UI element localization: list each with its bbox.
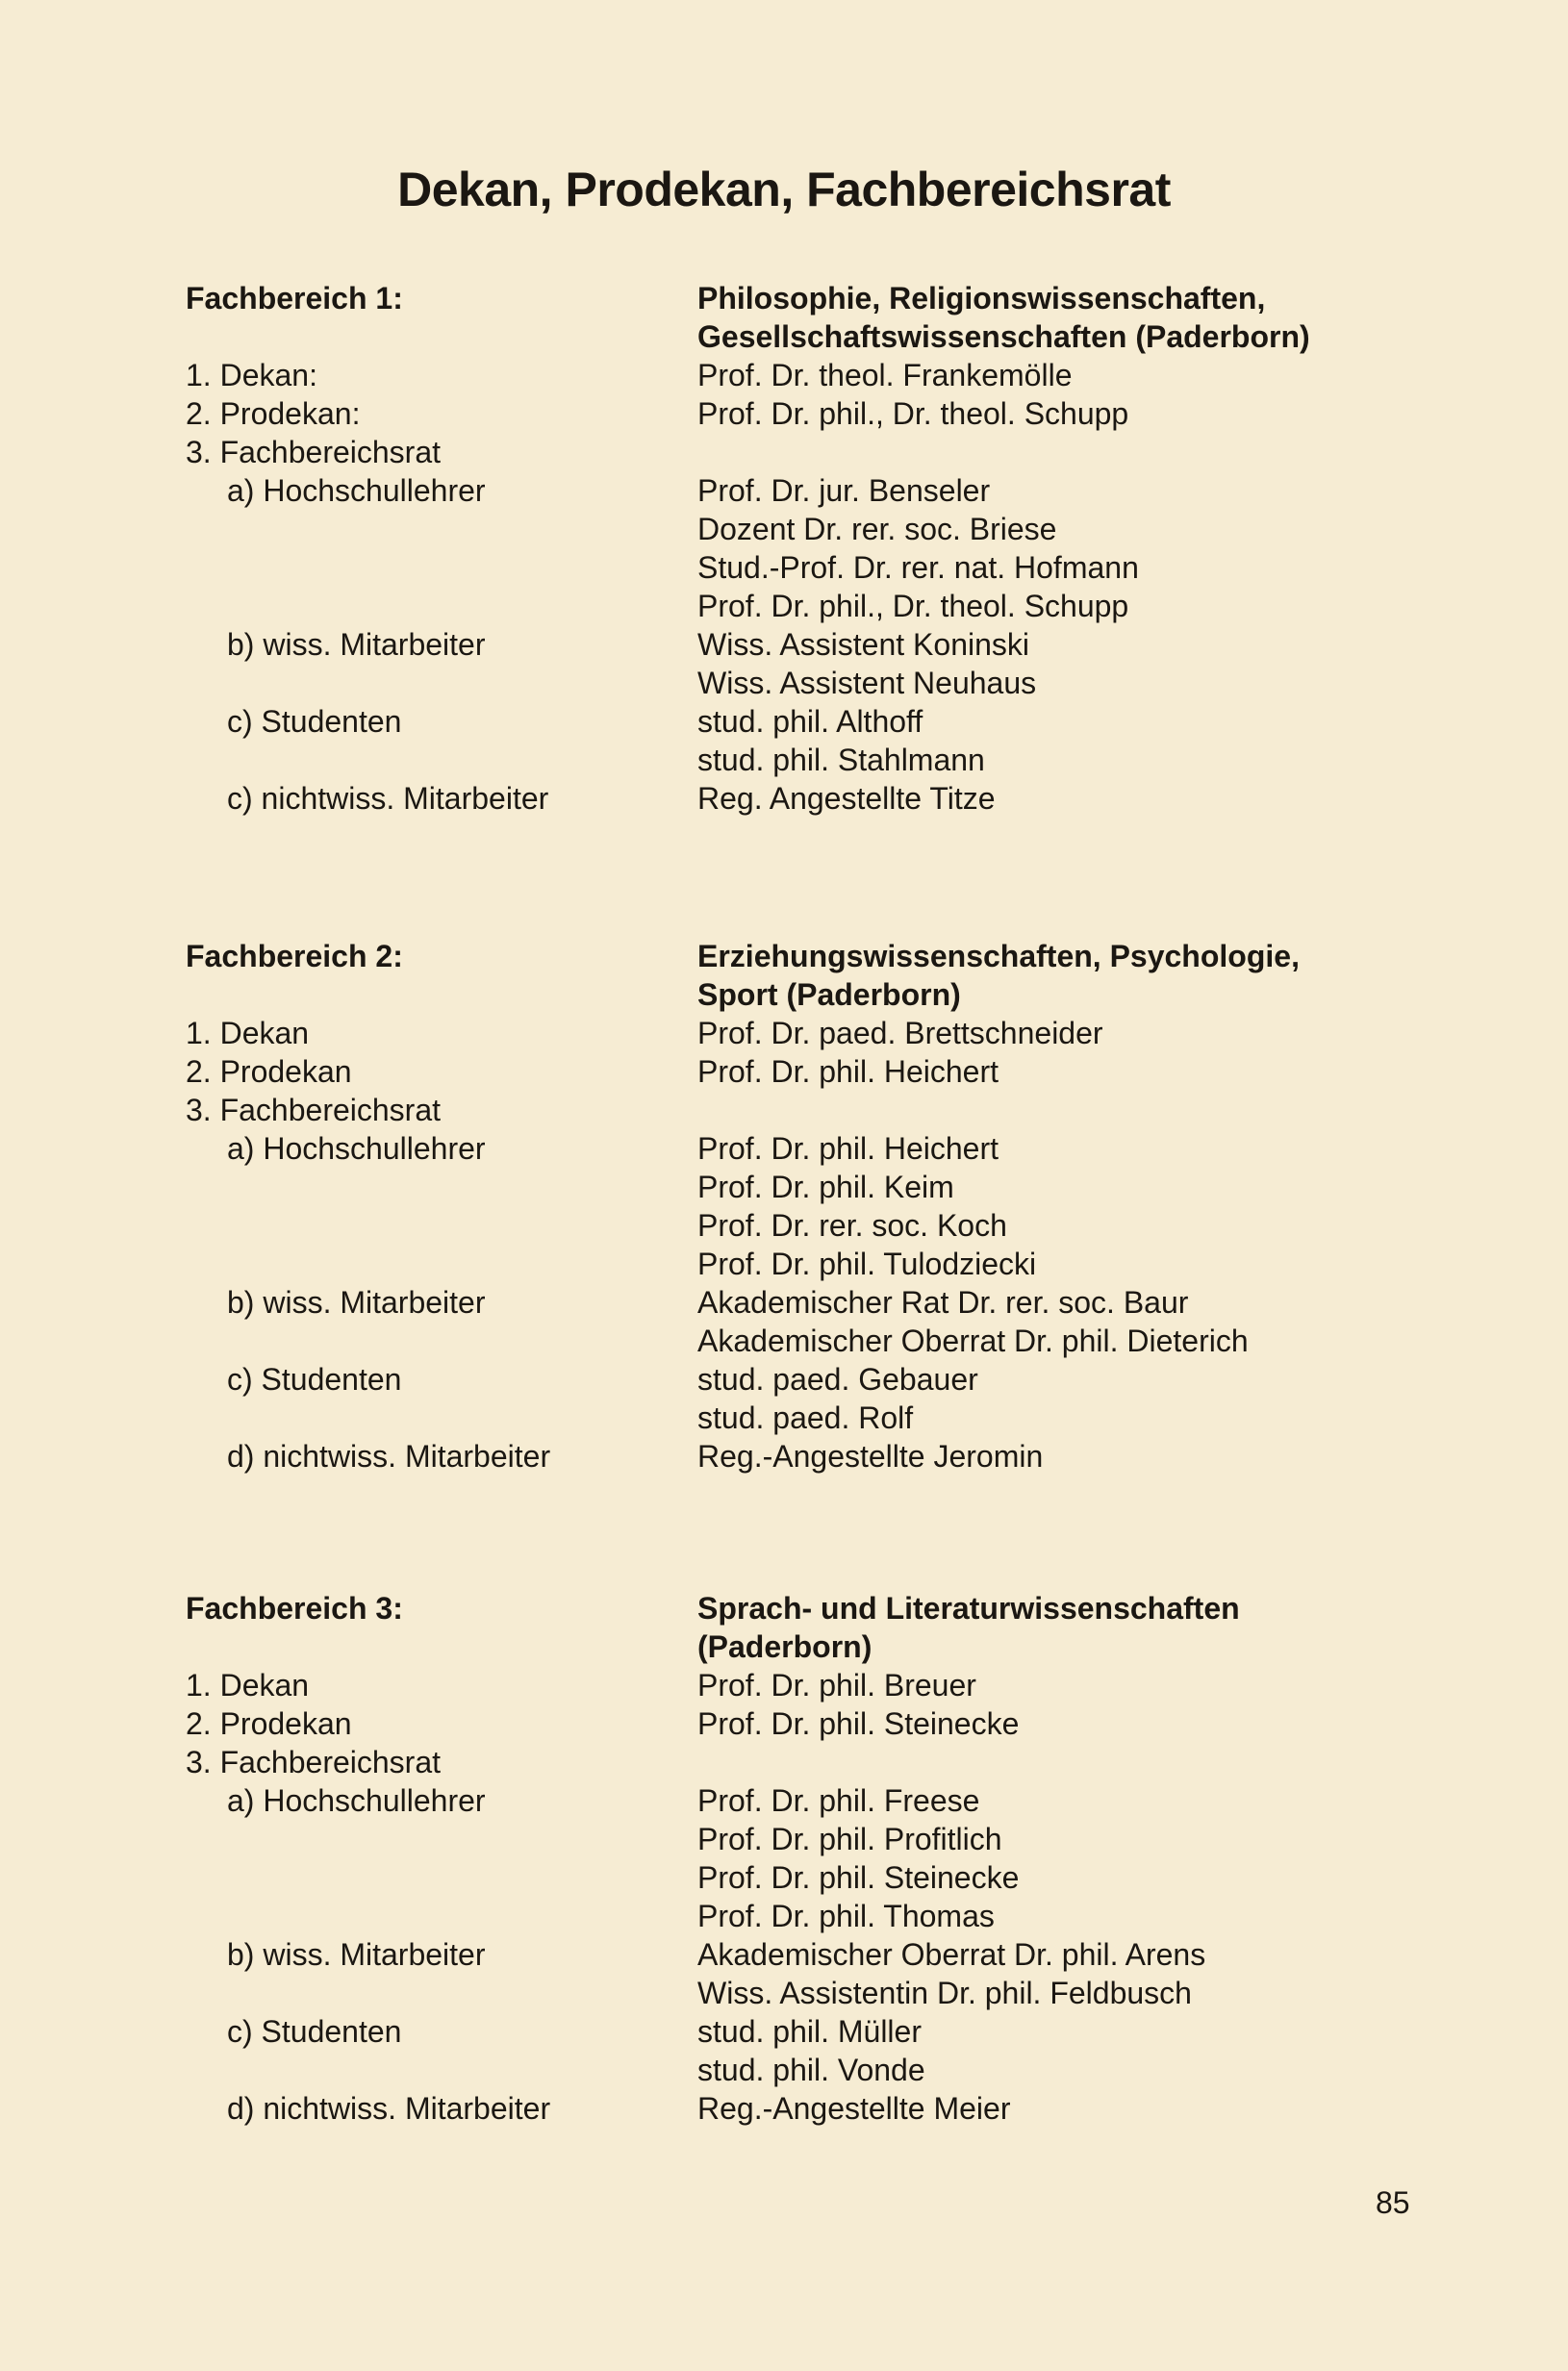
list-item — [0, 1858, 1568, 1897]
row-label: Fachbereich 1: — [186, 281, 403, 315]
section-heading: (Paderborn) — [697, 1629, 873, 1664]
list-item — [0, 625, 1568, 664]
list-item — [0, 1245, 1568, 1283]
section-fachbereich-3 — [0, 1589, 1568, 2128]
row-label: a) Hochschullehrer — [227, 473, 486, 508]
row-value: Dozent Dr. rer. soc. Briese — [697, 512, 1057, 546]
row-value: Prof. Dr. phil. Heichert — [697, 1131, 999, 1166]
row-label: 2. Prodekan: — [186, 396, 361, 431]
list-item — [0, 433, 1568, 471]
list-item — [0, 937, 1568, 975]
row-value: Prof. Dr. phil. Tulodziecki — [697, 1247, 1037, 1281]
row-value: Prof. Dr. phil. Thomas — [697, 1899, 995, 1933]
row-value: Prof. Dr. rer. soc. Koch — [697, 1208, 1007, 1243]
list-item — [0, 741, 1568, 779]
row-label: c) Studenten — [227, 1362, 402, 1397]
row-value: Wiss. Assistent Neuhaus — [697, 666, 1037, 700]
row-value: stud. phil. Müller — [697, 2014, 922, 2049]
row-value: Akademischer Rat Dr. rer. soc. Baur — [697, 1285, 1189, 1320]
row-value: stud. phil. Althoff — [697, 704, 923, 739]
list-item — [0, 1052, 1568, 1091]
row-label: b) wiss. Mitarbeiter — [227, 1937, 486, 1972]
section-heading: Erziehungswissenschaften, Psychologie, — [697, 939, 1300, 973]
row-value: Prof. Dr. jur. Benseler — [697, 473, 991, 508]
row-value: stud. phil. Stahlmann — [697, 743, 985, 777]
section-heading: Sprach- und Literaturwissenschaften — [697, 1591, 1240, 1626]
row-value: Akademischer Oberrat Dr. phil. Arens — [697, 1937, 1206, 1972]
list-item — [0, 1589, 1568, 1627]
list-item — [0, 317, 1568, 356]
list-item — [0, 2012, 1568, 2051]
row-label: Fachbereich 3: — [186, 1591, 403, 1626]
row-label: Fachbereich 2: — [186, 939, 403, 973]
list-item — [0, 2051, 1568, 2089]
list-item — [0, 2089, 1568, 2128]
row-value: Prof. Dr. phil., Dr. theol. Schupp — [697, 589, 1129, 623]
row-value: Akademischer Oberrat Dr. phil. Dieterich — [697, 1324, 1249, 1358]
list-item — [0, 1168, 1568, 1206]
list-item — [0, 1666, 1568, 1704]
row-value: Reg.-Angestellte Jeromin — [697, 1439, 1044, 1474]
list-item — [0, 1283, 1568, 1322]
row-value: Prof. Dr. phil. Steinecke — [697, 1860, 1020, 1895]
list-item — [0, 548, 1568, 587]
list-item — [0, 1399, 1568, 1437]
list-item — [0, 702, 1568, 741]
page-title: Dekan, Prodekan, Fachbereichsrat — [397, 163, 1171, 216]
row-value: Reg.-Angestellte Meier — [697, 2091, 1011, 2126]
row-value: Prof. Dr. paed. Brettschneider — [697, 1016, 1103, 1050]
list-item — [0, 356, 1568, 394]
list-item — [0, 975, 1568, 1014]
page-number: 85 — [1376, 2185, 1410, 2220]
list-item — [0, 1206, 1568, 1245]
list-item — [0, 510, 1568, 548]
row-label: d) nichtwiss. Mitarbeiter — [227, 2091, 551, 2126]
list-item — [0, 1091, 1568, 1129]
row-label: c) Studenten — [227, 704, 402, 739]
list-item — [0, 279, 1568, 317]
row-label: 2. Prodekan — [186, 1054, 352, 1089]
row-value: Wiss. Assistent Koninski — [697, 627, 1029, 662]
row-label: a) Hochschullehrer — [227, 1131, 486, 1166]
list-item — [0, 1820, 1568, 1858]
row-value: Prof. Dr. phil. Steinecke — [697, 1706, 1020, 1741]
list-item — [0, 1935, 1568, 1974]
row-label: 1. Dekan: — [186, 358, 317, 392]
section-fachbereich-1 — [0, 279, 1568, 818]
row-label: 1. Dekan — [186, 1016, 310, 1050]
row-label: 3. Fachbereichsrat — [186, 1745, 442, 1779]
section-heading: Sport (Paderborn) — [697, 977, 961, 1012]
row-value: Prof. Dr. phil. Heichert — [697, 1054, 999, 1089]
row-label: b) wiss. Mitarbeiter — [227, 627, 486, 662]
list-item — [0, 1360, 1568, 1399]
row-label: c) Studenten — [227, 2014, 402, 2049]
row-label: d) nichtwiss. Mitarbeiter — [227, 1439, 551, 1474]
row-label: 3. Fachbereichsrat — [186, 435, 442, 469]
list-item — [0, 1322, 1568, 1360]
list-item — [0, 1437, 1568, 1476]
row-value: Prof. Dr. phil. Breuer — [697, 1668, 976, 1703]
list-item — [0, 587, 1568, 625]
row-value: Stud.-Prof. Dr. rer. nat. Hofmann — [697, 550, 1139, 585]
row-value: Prof. Dr. phil. Profitlich — [697, 1822, 1002, 1856]
row-value: Prof. Dr. phil. Keim — [697, 1170, 954, 1204]
row-label: c) nichtwiss. Mitarbeiter — [227, 781, 549, 816]
list-item — [0, 1627, 1568, 1666]
section-heading: Gesellschaftswissenschaften (Paderborn) — [697, 319, 1310, 354]
row-value: Prof. Dr. theol. Frankemölle — [697, 358, 1073, 392]
row-value: stud. paed. Gebauer — [697, 1362, 978, 1397]
list-item — [0, 1704, 1568, 1743]
row-label: 1. Dekan — [186, 1668, 310, 1703]
list-item — [0, 1129, 1568, 1168]
list-item — [0, 471, 1568, 510]
row-label: 2. Prodekan — [186, 1706, 352, 1741]
list-item — [0, 664, 1568, 702]
row-label: a) Hochschullehrer — [227, 1783, 486, 1818]
section-fachbereich-2 — [0, 937, 1568, 1476]
list-item — [0, 1781, 1568, 1820]
row-value: Prof. Dr. phil. Freese — [697, 1783, 980, 1818]
row-label: 3. Fachbereichsrat — [186, 1093, 442, 1127]
list-item — [0, 394, 1568, 433]
list-item — [0, 1897, 1568, 1935]
list-item — [0, 1974, 1568, 2012]
list-item — [0, 1014, 1568, 1052]
row-value: Prof. Dr. phil., Dr. theol. Schupp — [697, 396, 1129, 431]
row-label: b) wiss. Mitarbeiter — [227, 1285, 486, 1320]
row-value: stud. paed. Rolf — [697, 1400, 914, 1435]
list-item — [0, 1743, 1568, 1781]
section-heading: Philosophie, Religionswissenschaften, — [697, 281, 1266, 315]
list-item — [0, 779, 1568, 818]
row-value: stud. phil. Vonde — [697, 2053, 925, 2087]
row-value: Reg. Angestellte Titze — [697, 781, 996, 816]
row-value: Wiss. Assistentin Dr. phil. Feldbusch — [697, 1976, 1192, 2010]
